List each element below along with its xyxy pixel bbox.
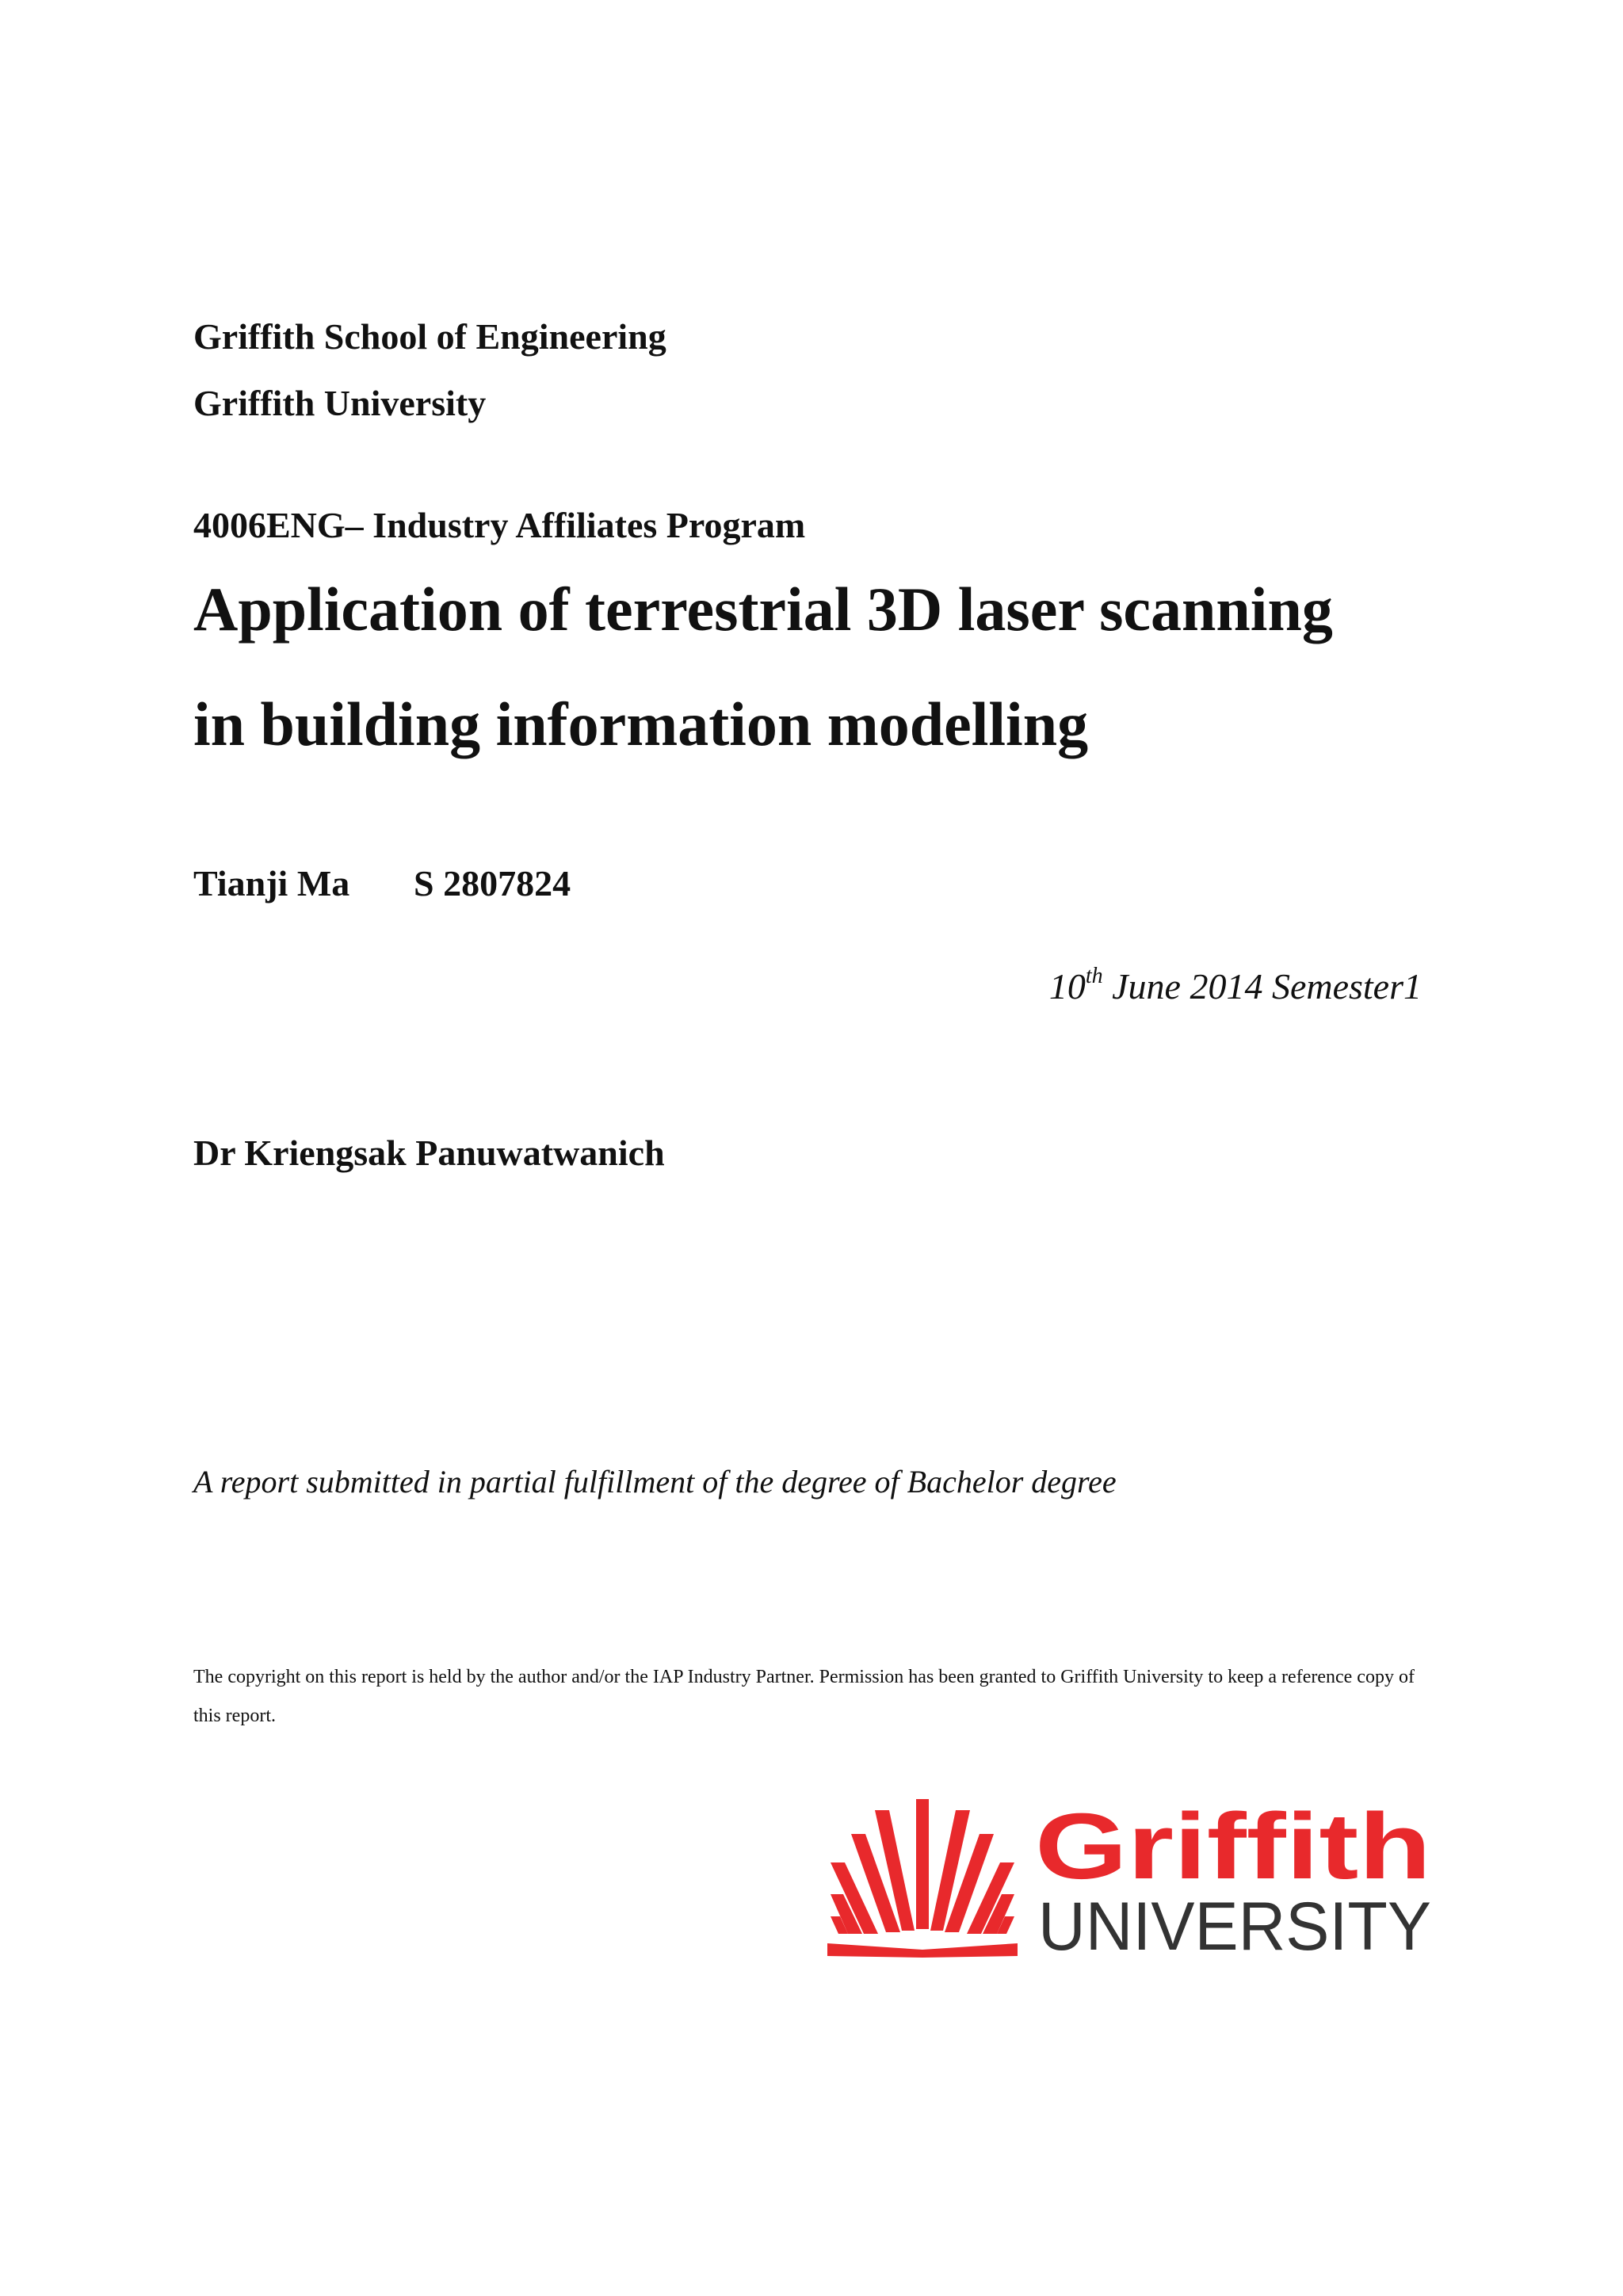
report-title-line-1: Application of terrestrial 3D laser scanning <box>193 575 1333 644</box>
logo-wordmark: Griffith <box>1035 1799 1431 1899</box>
griffith-emblem-icon <box>827 1799 1018 1958</box>
student-id: S 2807824 <box>414 863 571 904</box>
copyright-notice: The copyright on this report is held by the author and/or the IAP Industry Partner. Permission has been granted to Griffith University to keep a reference copy of this report. <box>193 1667 1415 1726</box>
school-name: Griffith School of Engineering <box>193 316 666 357</box>
university-name: Griffith University <box>193 383 487 423</box>
date-day-suffix: th <box>1085 964 1103 988</box>
griffith-university-logo <box>827 1799 1438 1958</box>
course-code: 4006ENG– Industry Affiliates Program <box>193 505 806 545</box>
report-title-line-2: in building information modelling <box>193 690 1089 758</box>
date-day: 10 <box>1048 966 1086 1007</box>
supervisor-name: Dr Kriengsak Panuwatwanich <box>193 1133 665 1173</box>
submission-note: A report submitted in partial fulfillment of the degree of Bachelor degree <box>193 1464 1117 1499</box>
author-name: Tianji Ma <box>193 863 350 904</box>
submission-date <box>1048 964 1422 1007</box>
date-rest: June 2014 Semester1 <box>1102 966 1422 1007</box>
logo-subtitle: UNIVERSITY <box>1038 1889 1431 1958</box>
